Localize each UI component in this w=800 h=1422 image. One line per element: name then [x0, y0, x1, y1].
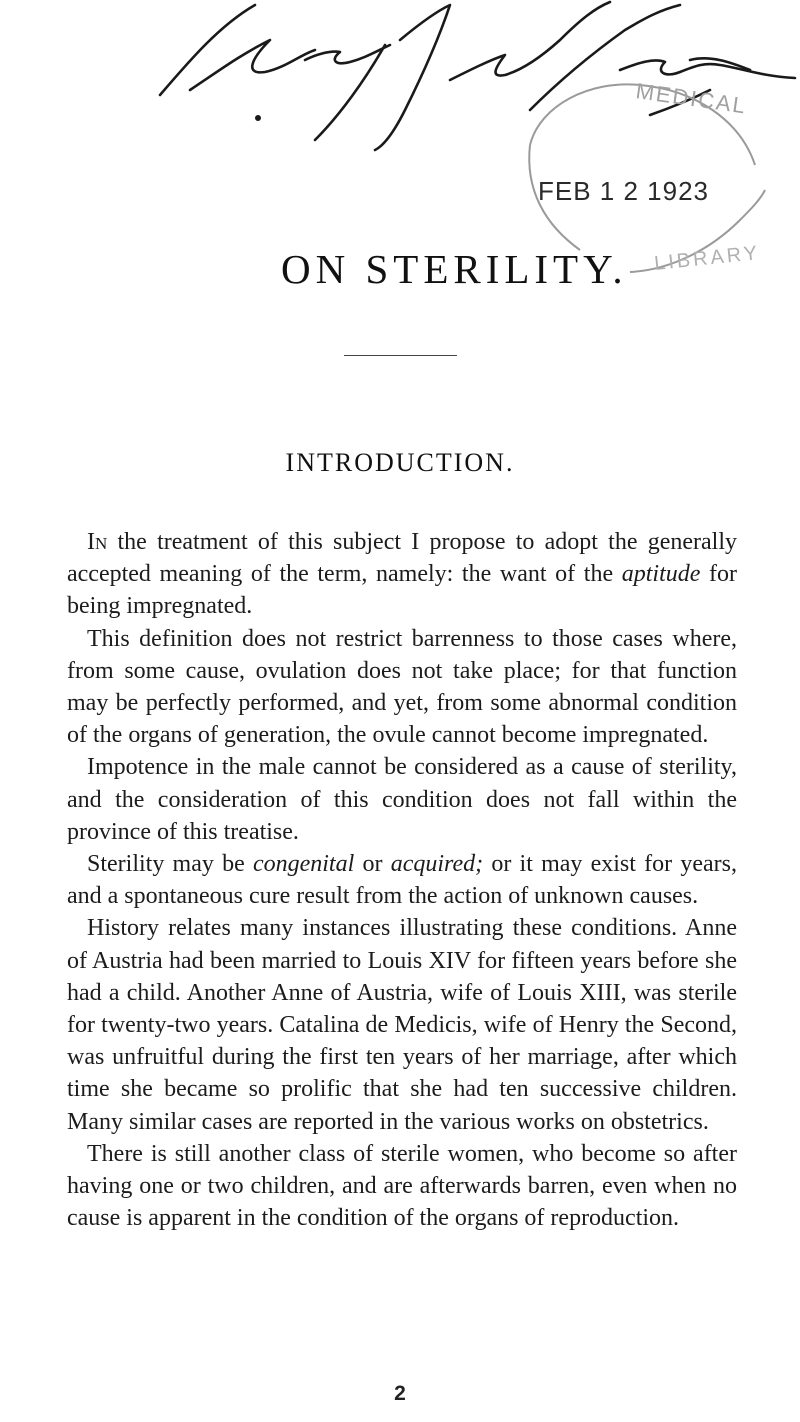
- text-run: for being impregnated.: [67, 561, 738, 620]
- emphasis-text: aptitude: [621, 561, 701, 588]
- text-run: This definition does not restrict barrenness to those cases where, from some cause, ovulation does not take place; for that function may be perfectly performed, and yet, from some abnormal condition of the organs of generation, the ovule cannot become impregnated.: [67, 625, 737, 749]
- paragraph-lead-word: In: [87, 529, 108, 555]
- emphasis-text: acquired;: [390, 851, 484, 878]
- text-run: or: [354, 851, 391, 878]
- text-run: or it may exist for years, and a spontaneous cure result from the action of unknown causes.: [67, 851, 737, 910]
- text-run: History relates many instances illustrating these conditions. Anne of Austria had been married to Louis XIV for fifteen years before she had a child. Another Anne of Austria, wife of Louis XIII, was sterile for twenty-two years. Catalina de Medicis, wife of Henry the Second, was unfruitful during the first ten years of her marriage, after which time she became so prolific that she had ten successive children. Many similar cases are reported in the various works on obstetrics.: [67, 915, 737, 1135]
- body-text: [67, 526, 737, 1234]
- page-title: ON STERILITY.: [281, 246, 628, 292]
- paragraph: [67, 912, 737, 1137]
- paragraph: [67, 623, 737, 752]
- stamp-date: FEB 1 2 1923: [538, 176, 709, 206]
- text-run: Sterility may be: [87, 851, 253, 878]
- text-run: There is still another class of sterile women, who become so after having one or two children, and are afterwards barren, even when no cause is apparent in the condition of the organs of reproduction.: [67, 1140, 737, 1232]
- text-run: the treatment of this subject I propose to adopt the generally accepted meaning of the term, namely: the want of the: [67, 529, 737, 588]
- emphasis-text: congenital: [252, 851, 355, 878]
- paragraph: [67, 1138, 737, 1235]
- stamp-arc-bottom: LIBRARY: [653, 241, 762, 275]
- paragraph: [67, 751, 737, 848]
- section-heading: INTRODUCTION.: [285, 448, 515, 477]
- title-divider: [344, 355, 457, 356]
- paragraph: [67, 526, 737, 623]
- text-run: Impotence in the male cannot be considered as a cause of sterility, and the consideration of this condition does not fall within the province of this treatise.: [67, 754, 737, 845]
- page-number: 2: [394, 1382, 406, 1405]
- stamp-arc-top: MEDICAL: [634, 78, 749, 119]
- paragraph: [67, 848, 737, 912]
